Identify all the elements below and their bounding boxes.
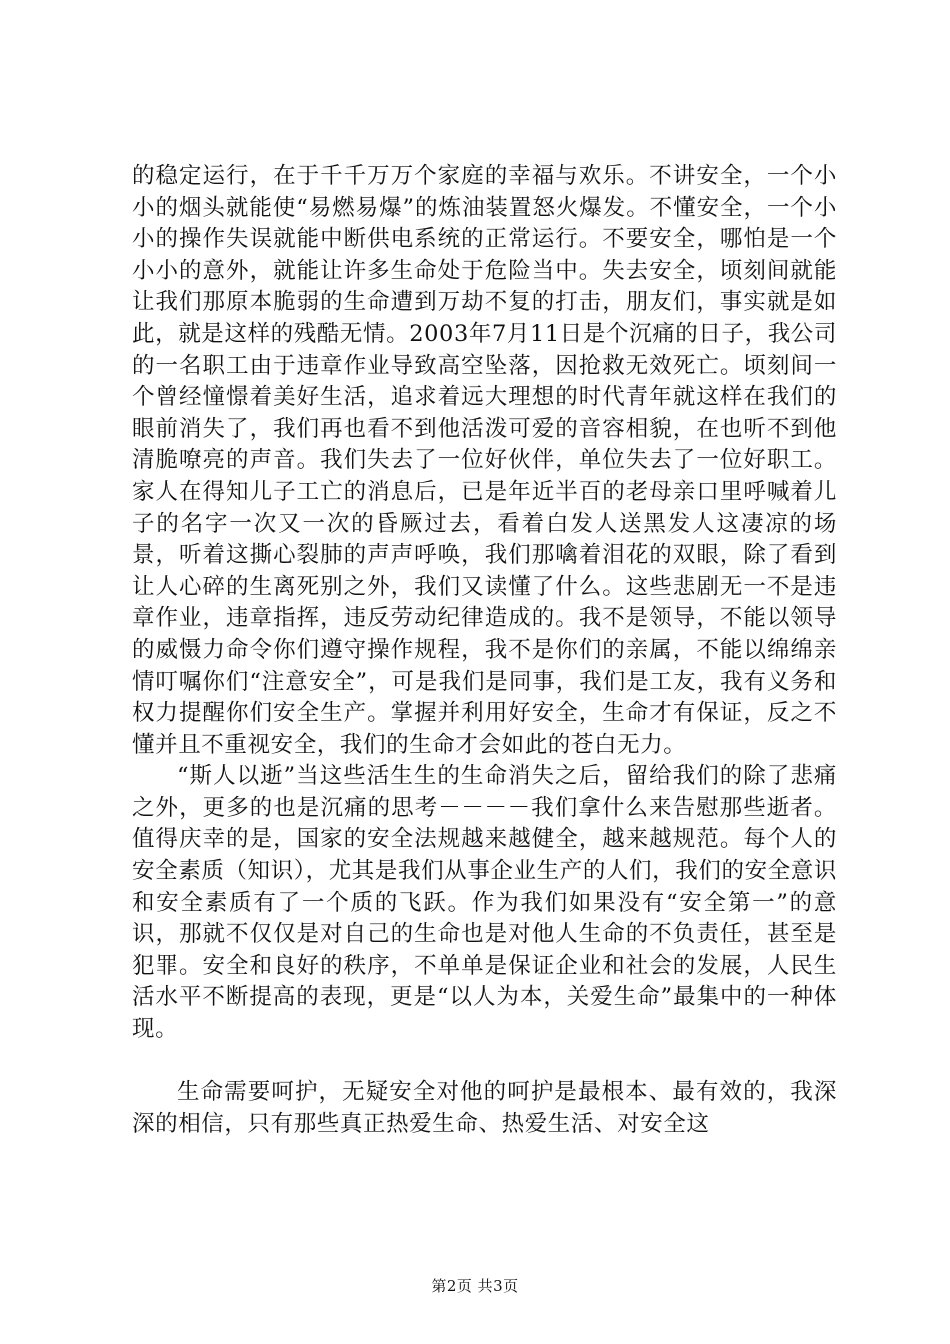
paragraph-1: 的稳定运行，在于千千万万个家庭的幸福与欢乐。不讲安全，一个小小的烟头就能使“易燃易爆”的炼油装置怒火爆发。不懂安全，一个小小的操作失误就能中断供电系统的正常运行。不要安全，哪怕是一个小小的意外，就能让许多生命处于危险当中。失去安全，顷刻间就能让我们那原本脆弱的生命遭到万劫不复的打击，朋友们，事实就是如此，就是这样的残酷无情。2003年7月11日是个沉痛的日子，我公司的一名职工由于违章作业导致高空坠落，因抢救无效死亡。顷刻间一个曾经憧憬着美好生活，追求着远大理想的时代青年就这样在我们的眼前消失了，我们再也看不到他活泼可爱的音容相貌，在也听不到他清脆嘹亮的声音。我们失去了一位好伙伴，单位失去了一位好职工。家人在得知儿子工亡的消息后，已是年近半百的老母亲口里呼喊着儿子的名字一次又一次的昏厥过去，看着白发人送黑发人这凄凉的场景，听着这撕心裂肺的声声呼唤，我们那噙着泪花的双眼，除了看到让人心碎的生离死别之外，我们又读懂了什么。这些悲剧无一不是违章作业，违章指挥，违反劳动纪律造成的。我不是领导，不能以领导的威慑力命令你们遵守操作规程，我不是你们的亲属，不能以绵绵亲情叮嘱你们“注意安全”，可是我们是同事，我们是工友，我有义务和权力提醒你们安全生产。掌握并利用好安全，生命才有保证，反之不懂并且不重视安全，我们的生命才会如此的苍白无力。 — [132, 163, 838, 758]
page-number-footer: 第2页 共3页 — [431, 1277, 519, 1295]
paragraph-3: 生命需要呵护，无疑安全对他的呵护是最根本、最有效的，我深深的相信，只有那些真正热爱生命、热爱生活、对安全这 — [132, 1079, 837, 1137]
paragraph-2: “斯人以逝”当这些活生生的生命消失之后，留给我们的除了悲痛之外，更多的也是沉痛的思考－－－－我们拿什么来告慰那些逝者。值得庆幸的是，国家的安全法规越来越健全，越来越规范。每个人的安全素质（知识），尤其是我们从事企业生产的人们，我们的安全意识和安全素质有了一个质的飞跃。作为我们如果没有“安全第一”的意识，那就不仅仅是对自己的生命也是对他人生命的不负责任，甚至是犯罪。安全和良好的秩序，不单单是保证企业和社会的发展，人民生活水平不断提高的表现，更是“以人为本，关爱生命”最集中的一种体现。 — [132, 763, 837, 1043]
document-body — [132, 161, 837, 1140]
